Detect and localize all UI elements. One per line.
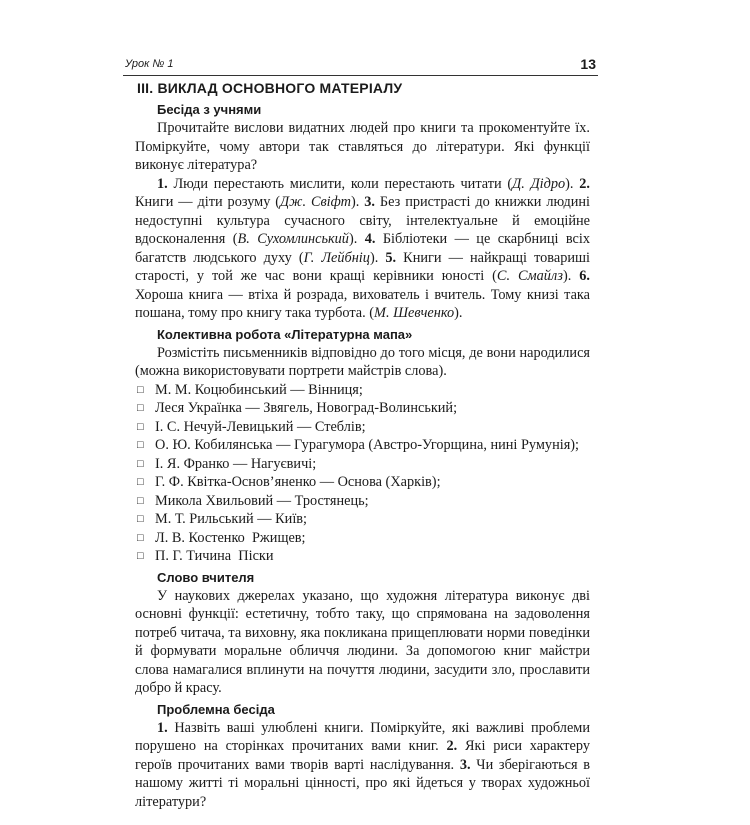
quote-2-author: Дж. Свіфт xyxy=(280,194,351,210)
list-item-text: Г. Ф. Квітка-Основ’яненко — Основа (Харків); xyxy=(155,474,441,490)
list-item xyxy=(135,473,590,492)
quote-2-end: ). xyxy=(350,194,360,210)
checkbox-bullet-icon: □ xyxy=(137,439,144,451)
page-content xyxy=(135,80,590,811)
quote-1-author: Д. Дідро xyxy=(512,175,566,192)
list-item xyxy=(135,492,590,511)
checkbox-bullet-icon: □ xyxy=(137,402,144,414)
heading-teacher-word: Слово вчителя xyxy=(157,569,255,585)
conversation-intro: Прочитайте вислови видатних людей про книги та прокоментуйте їх. Поміркуйте, чому автори так ставляться до літератури. Які функції виконує література? xyxy=(135,120,590,173)
list-item-text: Микола Хвильовий — Тростянець; xyxy=(155,492,369,509)
checkbox-bullet-icon: □ xyxy=(137,513,144,525)
list-item-text: Леся Українка — Звягель, Новоград-Волинський; xyxy=(155,400,458,416)
heading-problem-discussion: Проблемна бесіда xyxy=(157,701,275,717)
quote-1-end: ). xyxy=(565,175,574,192)
checkbox-bullet-icon: □ xyxy=(137,457,144,470)
list-item-text: П. Г. Тичина Піски xyxy=(155,548,274,564)
quote-5-text: Книги — найкращі товариші старості, у той же час вони кращі керівники юності ( xyxy=(135,249,590,284)
quote-6-number: 6. xyxy=(579,268,590,284)
quote-5-author: С. Смайлз xyxy=(496,268,563,284)
quote-1-text: Люди перестають мислити, коли перестають читати ( xyxy=(167,175,513,192)
checkbox-bullet-icon: □ xyxy=(137,476,144,488)
running-head xyxy=(123,55,598,76)
quote-6-end: ). xyxy=(454,305,463,321)
list-item-text: І. С. Нечуй-Левицький — Стеблів; xyxy=(155,418,366,435)
list-item-text: Л. В. Костенко Ржищев; xyxy=(155,529,306,546)
question-3-text: Чи зберігаються в нашому житті ті моральні цінності, про які йдеться у творах художньої літератури? xyxy=(135,756,590,810)
checkbox-bullet-icon: □ xyxy=(137,531,144,544)
question-1-text: Назвіть ваші улюблені книги. Поміркуйте, які важливі проблеми порушено на сторінках прочитаних вами книг. xyxy=(135,719,590,754)
quote-4-text: Бібліотеки — це скарбниці всіх багатств людського духу ( xyxy=(135,231,590,266)
checkbox-bullet-icon: □ xyxy=(137,550,144,562)
section-title: ІІІ. ВИКЛАД ОСНОВНОГО МАТЕРІАЛУ xyxy=(137,80,403,96)
lesson-label: Урок № 1 xyxy=(125,58,174,70)
quote-4-author: Г. Лейбніц xyxy=(303,249,370,266)
quote-1-number: 1. xyxy=(157,175,168,192)
list-item xyxy=(135,418,590,437)
question-3-number: 3. xyxy=(459,756,471,773)
list-item-text: М. М. Коцюбинський — Вінниця; xyxy=(155,381,363,398)
quote-4-end: ). xyxy=(369,249,379,266)
question-2-number: 2. xyxy=(446,738,458,754)
quote-6-author: М. Шевченко xyxy=(374,305,455,321)
quote-2-text: Книги — діти розуму ( xyxy=(135,194,281,210)
teacher-word-text: У наукових джерелах указано, що художня література виконує дві основні функції: естетичну, тобто таку, що спрямована на задоволення потреб читача, та виховну, яка покликана прищеплювати норми поведінки й формувати моральне обличчя людини. За допомогою книг майстри слова намагалися вплинути на почуття людини, засудити зло, прославити добро й красу. xyxy=(135,587,590,696)
list-item xyxy=(135,381,590,400)
problem-questions xyxy=(135,719,590,812)
quote-2-number: 2. xyxy=(579,175,590,192)
list-item-text: І. Я. Франко — Нагуєвичі; xyxy=(155,455,317,472)
checkbox-bullet-icon: □ xyxy=(137,494,144,507)
list-item xyxy=(135,510,590,529)
quote-3-end: ). xyxy=(348,231,358,247)
page-number: 13 xyxy=(580,56,596,72)
heading-conversation: Бесіда з учнями xyxy=(157,102,262,117)
quote-3-text: Без пристрасті до книжки людині недоступні культура сучасного світу, інтелектуальне й емоційне вдосконалення ( xyxy=(135,194,591,247)
list-item xyxy=(135,529,590,548)
list-item xyxy=(135,547,590,566)
quotes-paragraph xyxy=(135,175,590,323)
list-item-text: О. Ю. Кобилянська — Гурагумора (Австро-Угорщина, нині Румунія); xyxy=(155,437,580,453)
quote-5-number: 5. xyxy=(385,249,397,266)
list-item-text: М. Т. Рильський — Київ; xyxy=(155,511,308,527)
quote-5-end: ). xyxy=(562,268,572,284)
question-2-text: Які риси характеру героїв прочитаних вами творів варті наслідування. xyxy=(135,738,591,773)
list-item xyxy=(135,455,590,474)
list-item xyxy=(135,399,590,418)
quote-3-number: 3. xyxy=(364,194,375,210)
writers-list xyxy=(135,381,590,566)
heading-literary-map: Колективна робота «Літературна мапа» xyxy=(157,326,413,342)
quote-6-text: Хороша книга — втіха й розрада, вихователь і вчитель. Тому книзі така пошана, тому про книгу така турбота. ( xyxy=(135,286,590,321)
quote-3-author: В. Сухомлинський xyxy=(237,231,349,247)
checkbox-bullet-icon: □ xyxy=(137,383,144,396)
quote-4-number: 4. xyxy=(364,231,376,247)
question-1-number: 1. xyxy=(157,719,168,736)
literary-map-intro: Розмістіть письменників відповідно до того місця, де вони народилися (можна використовувати портрети майстрів слова). xyxy=(135,344,590,379)
checkbox-bullet-icon: □ xyxy=(137,420,144,433)
list-item xyxy=(135,436,590,455)
